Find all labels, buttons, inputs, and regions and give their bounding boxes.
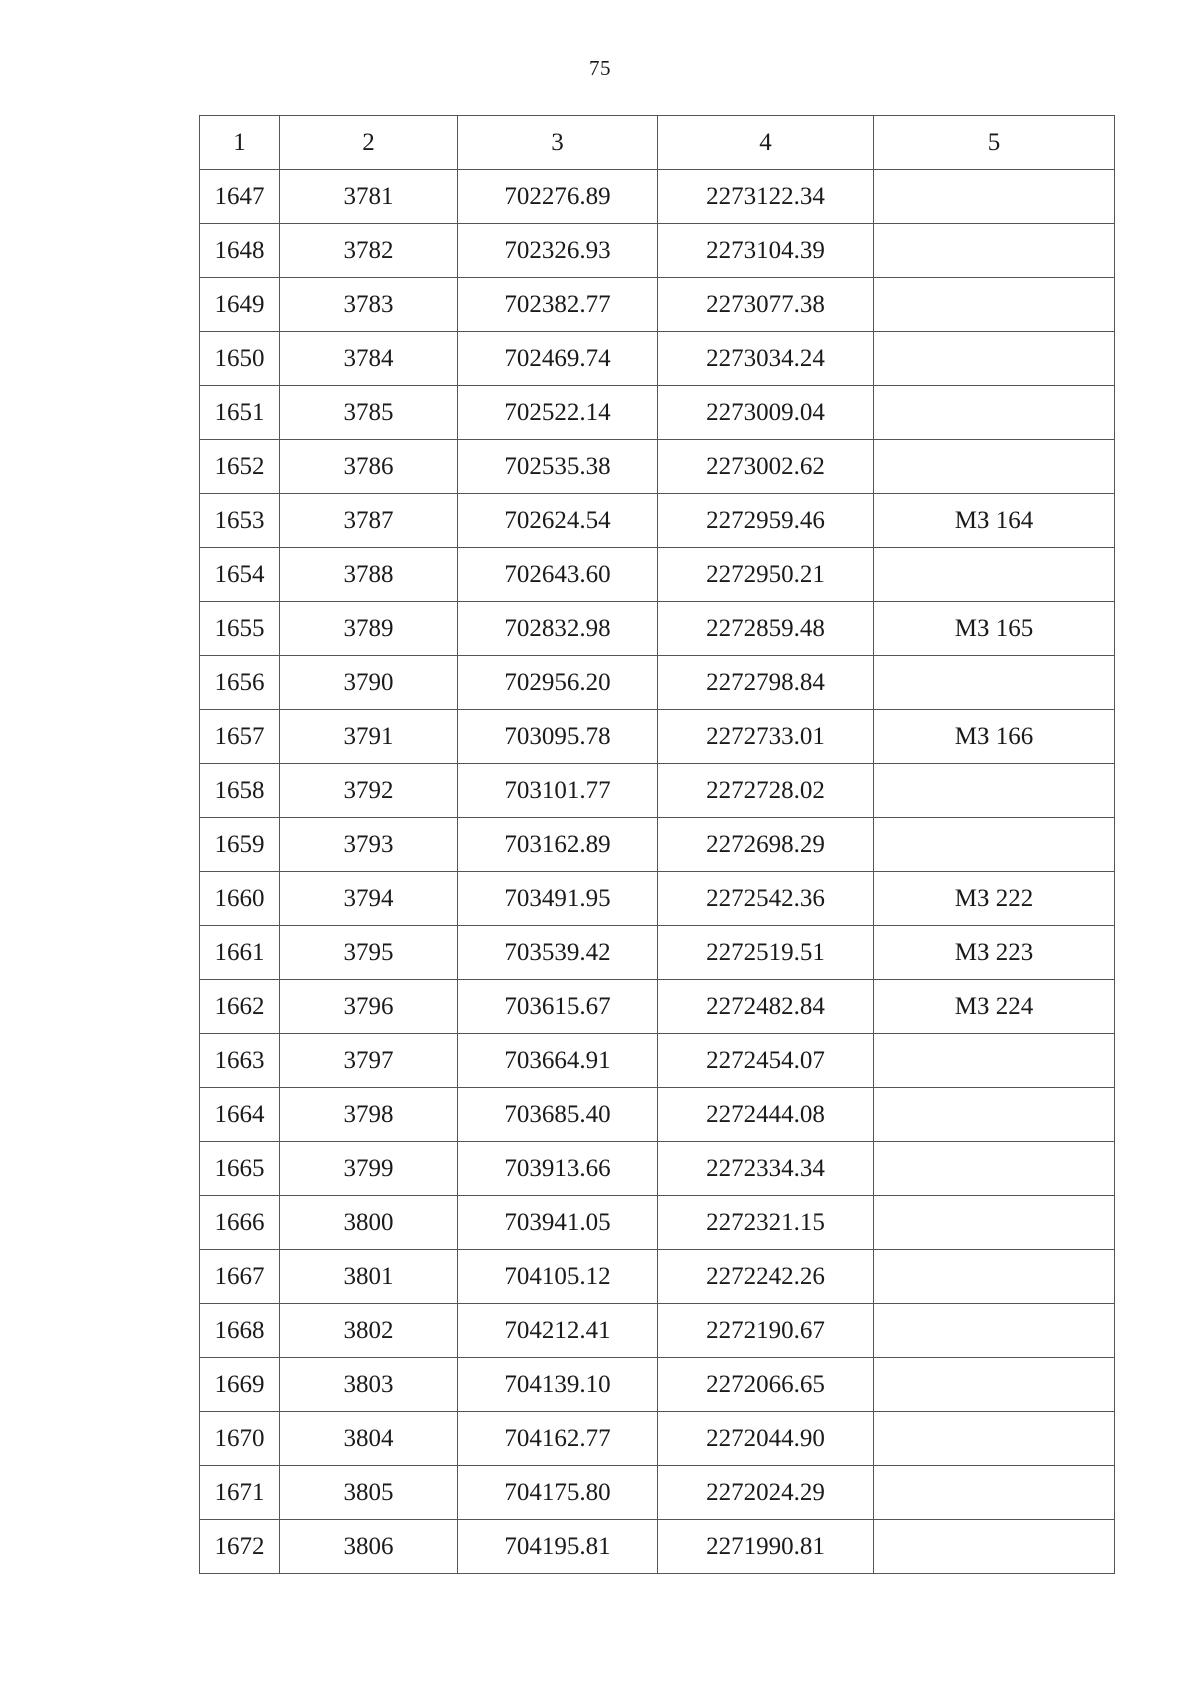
- table-row: [200, 1466, 1115, 1520]
- x-coordinate-cell: 703615.67: [458, 980, 658, 1034]
- row-number-cell: 1654: [200, 548, 280, 602]
- row-number-cell: 1653: [200, 494, 280, 548]
- note-cell: [874, 1412, 1115, 1466]
- x-coordinate-cell: 702522.14: [458, 386, 658, 440]
- table-row: [200, 1196, 1115, 1250]
- x-coordinate-cell: 703095.78: [458, 710, 658, 764]
- point-number-cell: 3783: [280, 278, 458, 332]
- x-coordinate-cell: 703539.42: [458, 926, 658, 980]
- y-coordinate-cell: 2273002.62: [658, 440, 874, 494]
- y-coordinate-cell: 2273009.04: [658, 386, 874, 440]
- point-number-cell: 3795: [280, 926, 458, 980]
- row-number-cell: 1667: [200, 1250, 280, 1304]
- point-number-cell: 3788: [280, 548, 458, 602]
- point-number-cell: 3785: [280, 386, 458, 440]
- note-cell: [874, 1466, 1115, 1520]
- note-cell: [874, 548, 1115, 602]
- y-coordinate-cell: 2272698.29: [658, 818, 874, 872]
- y-coordinate-cell: 2272444.08: [658, 1088, 874, 1142]
- x-coordinate-cell: 702326.93: [458, 224, 658, 278]
- row-number-cell: 1670: [200, 1412, 280, 1466]
- table-row: [200, 224, 1115, 278]
- point-number-cell: 3789: [280, 602, 458, 656]
- table-body: [200, 170, 1115, 1574]
- row-number-cell: 1650: [200, 332, 280, 386]
- table-row: [200, 1520, 1115, 1574]
- table-row: [200, 1358, 1115, 1412]
- x-coordinate-cell: 702276.89: [458, 170, 658, 224]
- table-row: [200, 1088, 1115, 1142]
- y-coordinate-cell: 2272728.02: [658, 764, 874, 818]
- note-cell: [874, 1088, 1115, 1142]
- note-cell: МЗ 166: [874, 710, 1115, 764]
- point-number-cell: 3786: [280, 440, 458, 494]
- note-cell: [874, 332, 1115, 386]
- point-number-cell: 3793: [280, 818, 458, 872]
- table-row: [200, 278, 1115, 332]
- table-row: [200, 818, 1115, 872]
- row-number-cell: 1664: [200, 1088, 280, 1142]
- table-row: [200, 980, 1115, 1034]
- row-number-cell: 1651: [200, 386, 280, 440]
- note-cell: [874, 1520, 1115, 1574]
- x-coordinate-cell: 702624.54: [458, 494, 658, 548]
- y-coordinate-cell: 2273034.24: [658, 332, 874, 386]
- row-number-cell: 1656: [200, 656, 280, 710]
- row-number-cell: 1658: [200, 764, 280, 818]
- y-coordinate-cell: 2272024.29: [658, 1466, 874, 1520]
- y-coordinate-cell: 2272950.21: [658, 548, 874, 602]
- note-cell: [874, 1250, 1115, 1304]
- note-cell: [874, 278, 1115, 332]
- note-cell: [874, 1358, 1115, 1412]
- row-number-cell: 1657: [200, 710, 280, 764]
- y-coordinate-cell: 2272519.51: [658, 926, 874, 980]
- row-number-cell: 1652: [200, 440, 280, 494]
- y-coordinate-cell: 2273122.34: [658, 170, 874, 224]
- point-number-cell: 3782: [280, 224, 458, 278]
- table-row: [200, 494, 1115, 548]
- table-row: [200, 1142, 1115, 1196]
- x-coordinate-cell: 703162.89: [458, 818, 658, 872]
- header-cell-col5: 5: [874, 116, 1115, 170]
- point-number-cell: 3784: [280, 332, 458, 386]
- y-coordinate-cell: 2272798.84: [658, 656, 874, 710]
- x-coordinate-cell: 703941.05: [458, 1196, 658, 1250]
- note-cell: [874, 440, 1115, 494]
- note-cell: [874, 224, 1115, 278]
- row-number-cell: 1655: [200, 602, 280, 656]
- point-number-cell: 3802: [280, 1304, 458, 1358]
- table-row: [200, 1304, 1115, 1358]
- x-coordinate-cell: 704162.77: [458, 1412, 658, 1466]
- x-coordinate-cell: 703913.66: [458, 1142, 658, 1196]
- coordinates-table: [199, 115, 1115, 1574]
- point-number-cell: 3792: [280, 764, 458, 818]
- point-number-cell: 3799: [280, 1142, 458, 1196]
- point-number-cell: 3798: [280, 1088, 458, 1142]
- x-coordinate-cell: 704105.12: [458, 1250, 658, 1304]
- x-coordinate-cell: 702832.98: [458, 602, 658, 656]
- x-coordinate-cell: 704195.81: [458, 1520, 658, 1574]
- note-cell: МЗ 164: [874, 494, 1115, 548]
- note-cell: МЗ 222: [874, 872, 1115, 926]
- point-number-cell: 3801: [280, 1250, 458, 1304]
- table-row: [200, 764, 1115, 818]
- y-coordinate-cell: 2271990.81: [658, 1520, 874, 1574]
- point-number-cell: 3805: [280, 1466, 458, 1520]
- y-coordinate-cell: 2272454.07: [658, 1034, 874, 1088]
- row-number-cell: 1662: [200, 980, 280, 1034]
- table-row: [200, 386, 1115, 440]
- note-cell: [874, 386, 1115, 440]
- row-number-cell: 1672: [200, 1520, 280, 1574]
- point-number-cell: 3794: [280, 872, 458, 926]
- x-coordinate-cell: 702956.20: [458, 656, 658, 710]
- x-coordinate-cell: 703491.95: [458, 872, 658, 926]
- row-number-cell: 1665: [200, 1142, 280, 1196]
- point-number-cell: 3804: [280, 1412, 458, 1466]
- table-row: [200, 332, 1115, 386]
- note-cell: [874, 1196, 1115, 1250]
- x-coordinate-cell: 703685.40: [458, 1088, 658, 1142]
- x-coordinate-cell: 702535.38: [458, 440, 658, 494]
- header-row: [200, 116, 1115, 170]
- note-cell: [874, 1142, 1115, 1196]
- note-cell: [874, 1034, 1115, 1088]
- note-cell: [874, 170, 1115, 224]
- x-coordinate-cell: 702643.60: [458, 548, 658, 602]
- y-coordinate-cell: 2272321.15: [658, 1196, 874, 1250]
- x-coordinate-cell: 703101.77: [458, 764, 658, 818]
- table-row: [200, 1034, 1115, 1088]
- note-cell: [874, 1304, 1115, 1358]
- table-header: [200, 116, 1115, 170]
- y-coordinate-cell: 2272733.01: [658, 710, 874, 764]
- point-number-cell: 3796: [280, 980, 458, 1034]
- table-row: [200, 170, 1115, 224]
- point-number-cell: 3800: [280, 1196, 458, 1250]
- row-number-cell: 1669: [200, 1358, 280, 1412]
- x-coordinate-cell: 704139.10: [458, 1358, 658, 1412]
- row-number-cell: 1666: [200, 1196, 280, 1250]
- note-cell: [874, 656, 1115, 710]
- x-coordinate-cell: 704175.80: [458, 1466, 658, 1520]
- header-cell-col4: 4: [658, 116, 874, 170]
- y-coordinate-cell: 2272066.65: [658, 1358, 874, 1412]
- table-row: [200, 926, 1115, 980]
- y-coordinate-cell: 2272190.67: [658, 1304, 874, 1358]
- row-number-cell: 1648: [200, 224, 280, 278]
- y-coordinate-cell: 2272044.90: [658, 1412, 874, 1466]
- point-number-cell: 3806: [280, 1520, 458, 1574]
- point-number-cell: 3803: [280, 1358, 458, 1412]
- point-number-cell: 3790: [280, 656, 458, 710]
- x-coordinate-cell: 703664.91: [458, 1034, 658, 1088]
- row-number-cell: 1649: [200, 278, 280, 332]
- note-cell: МЗ 224: [874, 980, 1115, 1034]
- row-number-cell: 1661: [200, 926, 280, 980]
- note-cell: [874, 764, 1115, 818]
- y-coordinate-cell: 2272334.34: [658, 1142, 874, 1196]
- row-number-cell: 1660: [200, 872, 280, 926]
- table-row: [200, 548, 1115, 602]
- note-cell: МЗ 165: [874, 602, 1115, 656]
- page-number: 75: [589, 56, 611, 80]
- header-cell-col3: 3: [458, 116, 658, 170]
- table-row: [200, 1250, 1115, 1304]
- point-number-cell: 3791: [280, 710, 458, 764]
- point-number-cell: 3797: [280, 1034, 458, 1088]
- point-number-cell: 3781: [280, 170, 458, 224]
- row-number-cell: 1659: [200, 818, 280, 872]
- note-cell: МЗ 223: [874, 926, 1115, 980]
- y-coordinate-cell: 2272859.48: [658, 602, 874, 656]
- table-row: [200, 440, 1115, 494]
- x-coordinate-cell: 702382.77: [458, 278, 658, 332]
- note-cell: [874, 818, 1115, 872]
- x-coordinate-cell: 702469.74: [458, 332, 658, 386]
- point-number-cell: 3787: [280, 494, 458, 548]
- row-number-cell: 1671: [200, 1466, 280, 1520]
- header-cell-col1: 1: [200, 116, 280, 170]
- y-coordinate-cell: 2272242.26: [658, 1250, 874, 1304]
- table-row: [200, 602, 1115, 656]
- table-row: [200, 1412, 1115, 1466]
- row-number-cell: 1663: [200, 1034, 280, 1088]
- table-row: [200, 710, 1115, 764]
- row-number-cell: 1647: [200, 170, 280, 224]
- row-number-cell: 1668: [200, 1304, 280, 1358]
- header-cell-col2: 2: [280, 116, 458, 170]
- y-coordinate-cell: 2272959.46: [658, 494, 874, 548]
- y-coordinate-cell: 2273104.39: [658, 224, 874, 278]
- x-coordinate-cell: 704212.41: [458, 1304, 658, 1358]
- table-row: [200, 872, 1115, 926]
- y-coordinate-cell: 2272542.36: [658, 872, 874, 926]
- y-coordinate-cell: 2273077.38: [658, 278, 874, 332]
- y-coordinate-cell: 2272482.84: [658, 980, 874, 1034]
- table-row: [200, 656, 1115, 710]
